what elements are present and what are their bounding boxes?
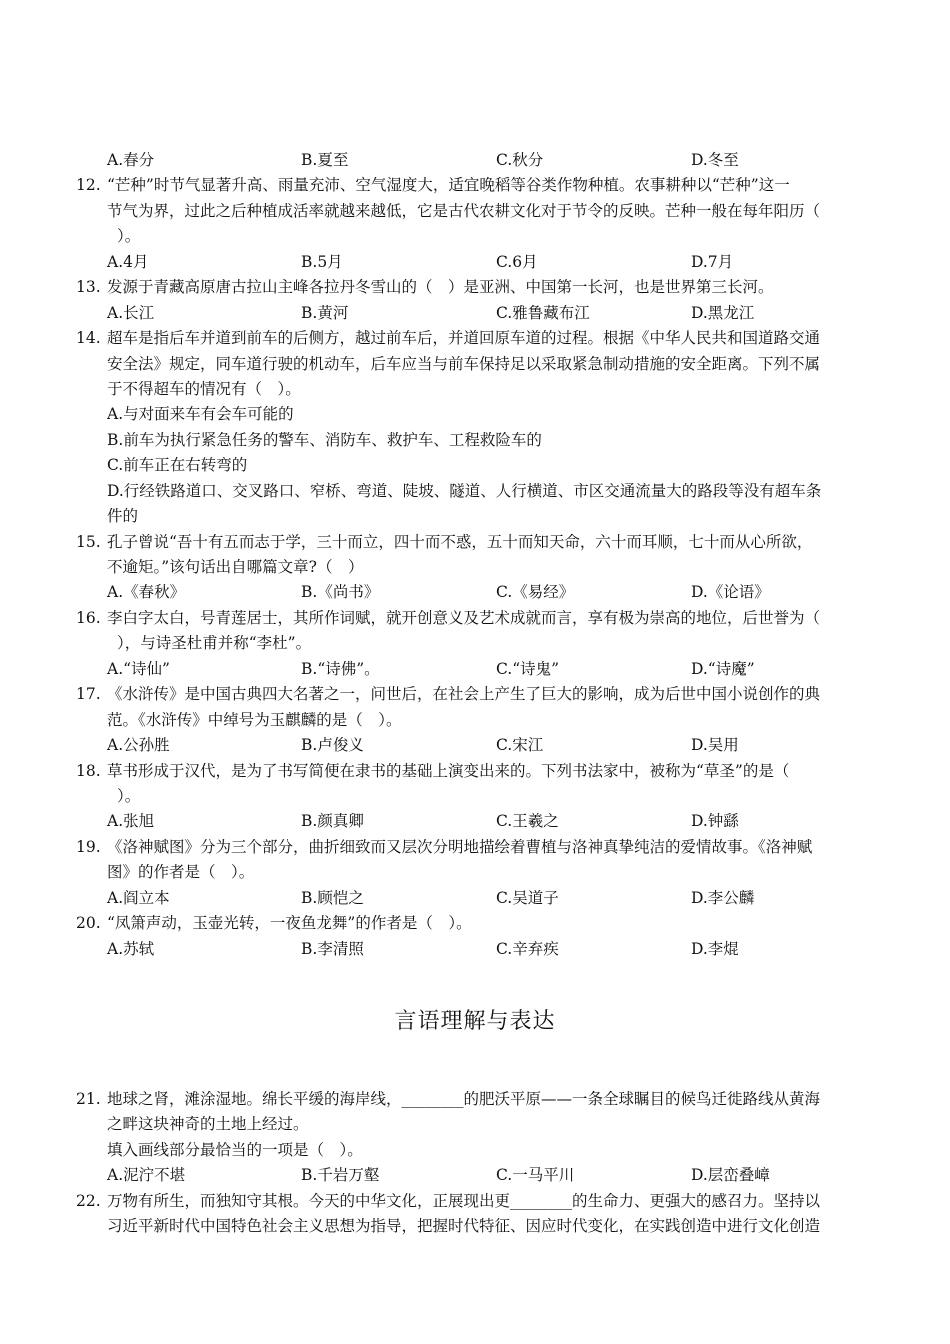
option-text: B.前车为执行紧急任务的警车、消防车、救护车、工程救险车的: [107, 430, 542, 449]
option-a: A.“诗仙”: [107, 659, 170, 678]
option-c: C.雅鲁藏布江: [496, 303, 590, 322]
question: [0, 911, 950, 962]
option-d: D.黑龙江: [691, 303, 755, 322]
question-number: 16.: [76, 608, 101, 627]
option-a: A.泥泞不堪: [107, 1166, 186, 1185]
question-text: 《洛神赋图》分为三个部分，曲折细致而又层次分明地描绘着曹植与洛神真挚纯洁的爱情故事。《洛神赋: [107, 837, 813, 856]
question-line: [0, 173, 950, 198]
question: [0, 530, 950, 606]
option-text: C.前车正在右转弯的: [107, 456, 248, 475]
question-text: 万物有所生，而独知守其根。今天的中华文化，正展现出更________的生命力、更强大的感召力。坚持以: [107, 1191, 821, 1210]
question-line: [0, 631, 950, 656]
question-number: 18.: [76, 761, 101, 780]
question-text: 发源于青藏高原唐古拉山主峰各拉丹冬雪山的（ ）是亚洲、中国第一长河，也是世界第三长河。: [107, 278, 774, 297]
option-text: D.行经铁路道口、交叉路口、窄桥、弯道、陡坡、隧道、人行横道、市区交通流量大的路段等没有超车条: [107, 481, 822, 500]
question-text: 安全法》规定，同车道行驶的机动车，后车应当与前车保持足以采取紧急制动措施的安全距离。下列不属: [107, 354, 821, 373]
option-a: A.张旭: [107, 812, 155, 831]
question-number: 22.: [76, 1191, 101, 1210]
option-b: B.5月: [301, 252, 343, 271]
question-line: [0, 1112, 950, 1137]
option-c: C.辛弃疾: [496, 939, 559, 958]
option-line: [0, 402, 950, 427]
option-a: A.苏轼: [107, 939, 155, 958]
question: [0, 759, 950, 835]
question-number: 19.: [76, 837, 101, 856]
question: [0, 1189, 950, 1240]
option-b: B.黄河: [301, 303, 349, 322]
question-line: [0, 1138, 950, 1163]
options-row: [0, 886, 950, 911]
question-text: ），与诗圣杜甫并称“李杜”。: [117, 634, 312, 653]
option-b: B.夏至: [301, 151, 349, 169]
question-number: 20.: [76, 914, 101, 933]
question-text: 于不得超车的情况有（ ）。: [107, 379, 301, 398]
option-b: B.卢俊义: [301, 736, 364, 755]
question-text: 填入画线部分最恰当的一项是（ ）。: [107, 1140, 363, 1159]
option-d: D.层峦叠嶂: [691, 1166, 770, 1185]
option-text: A.与对面来车有会车可能的: [107, 405, 294, 424]
option-d: D.李焜: [691, 939, 739, 958]
option-b: B.李清照: [301, 939, 364, 958]
question-line: [0, 530, 950, 555]
question-line: [0, 352, 950, 377]
question-number: 21.: [76, 1090, 101, 1108]
question-line: [0, 911, 950, 936]
options-row: [0, 1163, 950, 1188]
option-d: D.李公麟: [691, 888, 755, 907]
question-number: 12.: [76, 176, 101, 195]
question-text: 地球之肾，滩涂湿地。绵长平缓的海岸线，________的肥沃平原——一条全球瞩目的候鸟迁徙路线从黄海: [107, 1090, 821, 1108]
question-number: 15.: [76, 532, 101, 551]
option-c: C.秋分: [496, 151, 544, 169]
question-text: 之畔这块神奇的土地上经过。: [107, 1115, 309, 1134]
question-line: [0, 326, 950, 351]
question: [0, 1087, 950, 1189]
option-b: B.千岩万壑: [301, 1166, 380, 1185]
question-text: 不逾矩。”该句话出自哪篇文章?（ ）: [107, 558, 364, 576]
option-a: A.长江: [107, 303, 155, 322]
option-a: A.阎立本: [107, 888, 170, 907]
question: [0, 326, 950, 530]
question-line: [0, 224, 950, 249]
option-text: 件的: [107, 507, 139, 526]
question-text: 图》的作者是（ ）。: [107, 863, 255, 882]
question-line: [0, 860, 950, 885]
question-text: 孔子曾说“吾十有五而志于学，三十而立，四十而不惑，五十而知天命，六十而耳顺，七十而从心所欲，: [107, 532, 813, 551]
option-line: [0, 428, 950, 453]
option-line: [0, 479, 950, 504]
question-line: [0, 377, 950, 402]
question-text: 超车是指后车并道到前车的后侧方，越过前车后，并道回原车道的过程。根据《中华人民共和国道路交通: [107, 329, 821, 348]
question-text: 草书形成于汉代，是为了书写简便在隶书的基础上演变出来的。下列书法家中，被称为“草圣”的是（: [107, 761, 790, 780]
question-line: [0, 606, 950, 631]
options-row: [0, 733, 950, 758]
option-c: C.王羲之: [496, 812, 559, 831]
option-b: B.《尚书》: [301, 583, 380, 602]
option-d: D.吴用: [691, 736, 739, 755]
options-row: [0, 809, 950, 834]
options-row: [0, 937, 950, 962]
question-number: 14.: [76, 329, 101, 348]
option-line: [0, 504, 950, 529]
question-number: 13.: [76, 278, 101, 297]
question-text: ）。: [117, 227, 141, 246]
option-b: B.顾恺之: [301, 888, 364, 907]
option-d: D.钟繇: [691, 812, 739, 831]
option-d: D.《论语》: [691, 583, 770, 602]
option-a: A.4月: [107, 252, 149, 271]
question-text: 李白字太白，号青莲居士，其所作词赋，就开创意义及艺术成就而言，享有极为崇高的地位，后世誉为（: [107, 608, 821, 627]
option-b: B.颜真卿: [301, 812, 364, 831]
question-line: [0, 708, 950, 733]
options-row: [0, 580, 950, 605]
question-line: [0, 784, 950, 809]
option-a: A.《春秋》: [107, 583, 186, 602]
question: [0, 275, 950, 326]
question-text: 《水浒传》是中国古典四大名著之一，问世后，在社会上产生了巨大的影响，成为后世中国小说创作的典: [107, 685, 821, 704]
question: [0, 682, 950, 758]
option-a: A.春分: [107, 151, 155, 169]
option-line: [0, 453, 950, 478]
question-line: [0, 1189, 950, 1214]
question-line: [0, 275, 950, 300]
options-row: [0, 148, 950, 173]
option-b: B.“诗佛”。: [301, 659, 380, 678]
question-line: [0, 1214, 950, 1239]
question: [0, 835, 950, 911]
section-header: [0, 962, 950, 1087]
question-text: “凤箫声动，玉壶光转，一夜鱼龙舞”的作者是（ ）。: [107, 914, 472, 933]
question-number: 17.: [76, 685, 101, 704]
option-c: C.一马平川: [496, 1166, 575, 1185]
option-d: D.7月: [691, 252, 734, 271]
question-line: [0, 759, 950, 784]
option-d: D.冬至: [691, 151, 739, 169]
question-line: [0, 1087, 950, 1112]
question-text: “芒种”时节气显著升高、雨量充沛、空气湿度大，适宜晚稻等谷类作物种植。农事耕种以“芒种”这一: [107, 176, 790, 195]
exam-document: [0, 148, 950, 1240]
option-d: D.“诗魔”: [691, 659, 755, 678]
question-line: [0, 682, 950, 707]
option-c: C.“诗鬼”: [496, 659, 560, 678]
option-c: C.吴道子: [496, 888, 559, 907]
questions-part-2: [0, 1087, 950, 1240]
question: [0, 606, 950, 682]
question-line: [0, 555, 950, 580]
question-text: ）。: [117, 786, 141, 805]
options-row: [0, 657, 950, 682]
option-c: C.6月: [496, 252, 538, 271]
option-c: C.《易经》: [496, 583, 575, 602]
question-text: 习近平新时代中国特色社会主义思想为指导，把握时代特征、因应时代变化，在实践创造中进行文化创造: [107, 1217, 821, 1236]
question-text: 范。《水浒传》中绰号为玉麒麟的是（ ）。: [107, 710, 402, 729]
options-row: [0, 301, 950, 326]
section-title: 言语理解与表达: [394, 1009, 556, 1034]
question: [0, 173, 950, 275]
questions-part-1: [0, 173, 950, 962]
question-line: [0, 199, 950, 224]
question-line: [0, 835, 950, 860]
option-c: C.宋江: [496, 736, 544, 755]
option-a: A.公孙胜: [107, 736, 170, 755]
options-row: [0, 250, 950, 275]
question-text: 节气为界，过此之后种植成活率就越来越低，它是古代农耕文化对于节令的反映。芒种一般在每年阳历（: [107, 201, 821, 220]
